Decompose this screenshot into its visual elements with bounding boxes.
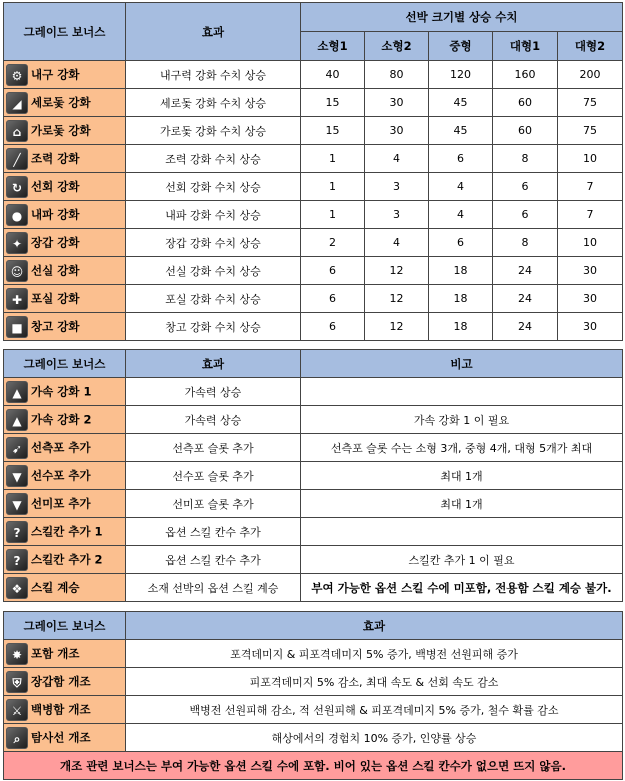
effect-header: 효과 (126, 612, 623, 640)
bonus-name-cell (4, 61, 126, 89)
size-bonus-table (3, 2, 623, 341)
refit-bonus-table (3, 611, 623, 780)
value-cell: 75 (558, 117, 623, 145)
bonus-name-cell (4, 640, 126, 668)
table-row (4, 574, 623, 602)
bonus-name: 선측포 추가 (31, 440, 91, 454)
bonus-name: 세로돛 강화 (31, 95, 91, 109)
oar-icon: ╱ (6, 148, 28, 170)
speed-up-2-icon: ▲ (6, 409, 28, 431)
bonus-name: 선미포 추가 (31, 496, 91, 510)
effect-cell: 옵션 스킬 칸수 추가 (126, 518, 301, 546)
boarding-ship-icon: ⚔ (6, 699, 28, 721)
remark-cell: 선측포 슬롯 수는 소형 3개, 중형 4개, 대형 5개가 최대 (301, 434, 623, 462)
effect-cell: 조력 강화 수치 상승 (126, 145, 301, 173)
bonus-name-cell (4, 696, 126, 724)
bonus-name: 탐사선 개조 (31, 730, 91, 744)
bonus-header: 그레이드 보너스 (4, 612, 126, 640)
bow-gun-icon: ▼ (6, 465, 28, 487)
value-cell: 3 (365, 201, 429, 229)
value-cell: 12 (365, 285, 429, 313)
crew-room-icon: ☺ (6, 260, 28, 282)
bonus-name-cell (4, 201, 126, 229)
value-cell: 24 (493, 257, 558, 285)
value-cell: 4 (365, 145, 429, 173)
value-cell: 18 (429, 257, 493, 285)
effect-cell: 포실 강화 수치 상승 (126, 285, 301, 313)
skill-inherit-icon: ❖ (6, 577, 28, 599)
bonus-name: 창고 강화 (31, 319, 80, 333)
value-cell: 3 (365, 173, 429, 201)
refit-note: 개조 관련 보너스는 부여 가능한 옵션 스킬 수에 포함. 비어 있는 옵션 스킬 칸수가 없으면 뜨지 않음. (4, 752, 623, 780)
value-cell: 12 (365, 257, 429, 285)
bonus-name-cell (4, 378, 126, 406)
bonus-name-cell (4, 173, 126, 201)
bonus-name-cell (4, 462, 126, 490)
table-row (4, 518, 623, 546)
effect-cell: 가속력 상승 (126, 406, 301, 434)
value-cell: 6 (429, 145, 493, 173)
remark-cell: 최대 1개 (301, 462, 623, 490)
bonus-name: 포함 개조 (31, 646, 80, 660)
bonus-name: 선실 강화 (31, 263, 80, 277)
effect-cell: 선회 강화 수치 상승 (126, 173, 301, 201)
bonus-name: 포실 강화 (31, 291, 80, 305)
value-cell: 30 (558, 313, 623, 341)
bonus-name: 백병함 개조 (31, 702, 91, 716)
value-cell: 30 (558, 257, 623, 285)
lateen-sail-icon: ⌂ (6, 120, 28, 142)
value-cell: 6 (301, 285, 365, 313)
effect-cell: 피포격데미지 5% 감소, 최대 속도 & 선회 속도 감소 (126, 668, 623, 696)
value-cell: 1 (301, 201, 365, 229)
bonus-name-cell (4, 518, 126, 546)
remark-cell (301, 378, 623, 406)
effect-cell: 선실 강화 수치 상승 (126, 257, 301, 285)
value-cell: 200 (558, 61, 623, 89)
value-cell: 30 (365, 89, 429, 117)
effect-cell: 해상에서의 경험치 10% 증가, 인양률 상승 (126, 724, 623, 752)
value-cell: 30 (365, 117, 429, 145)
effect-cell: 내파 강화 수치 상승 (126, 201, 301, 229)
square-sail-icon: ◢ (6, 92, 28, 114)
table-row (4, 61, 623, 89)
value-cell: 4 (429, 173, 493, 201)
bonus-name: 스킬칸 추가 2 (31, 552, 103, 566)
gunship-icon: ✸ (6, 643, 28, 665)
effect-cell: 선수포 슬롯 추가 (126, 462, 301, 490)
effect-cell: 세로돛 강화 수치 상승 (126, 89, 301, 117)
bonus-name-cell (4, 546, 126, 574)
remark-cell: 스킬칸 추가 1 이 필요 (301, 546, 623, 574)
table-row (4, 145, 623, 173)
table-row (4, 406, 623, 434)
effect-cell: 포격데미지 & 피포격데미지 5% 증가, 백병전 선원피해 증가 (126, 640, 623, 668)
value-cell: 160 (493, 61, 558, 89)
exploration-ship-icon: ⌕ (6, 727, 28, 749)
effect-cell: 선미포 슬롯 추가 (126, 490, 301, 518)
value-cell: 6 (301, 257, 365, 285)
table-row (4, 313, 623, 341)
effect-cell: 백병전 선원피해 감소, 적 선원피해 & 피포격데미지 5% 증가, 철수 확률 감소 (126, 696, 623, 724)
effect-cell: 내구력 강화 수치 상승 (126, 61, 301, 89)
durability-icon: ⚙ (6, 64, 28, 86)
value-cell: 45 (429, 89, 493, 117)
value-cell: 8 (493, 145, 558, 173)
value-cell: 75 (558, 89, 623, 117)
value-cell: 30 (558, 285, 623, 313)
value-cell: 24 (493, 285, 558, 313)
bonus-header: 그레이드 보너스 (4, 3, 126, 61)
effect-cell: 소재 선박의 옵션 스킬 계승 (126, 574, 301, 602)
size-header-medium: 중형 (429, 32, 493, 61)
value-cell: 60 (493, 117, 558, 145)
question-icon: ? (6, 549, 28, 571)
table-row (4, 462, 623, 490)
table-row (4, 117, 623, 145)
size-header-large2: 대형2 (558, 32, 623, 61)
bonus-name-cell (4, 145, 126, 173)
turning-icon: ↻ (6, 176, 28, 198)
value-cell: 1 (301, 173, 365, 201)
bonus-name: 가로돛 강화 (31, 123, 91, 137)
effect-cell: 옵션 스킬 칸수 추가 (126, 546, 301, 574)
bonus-name-cell (4, 668, 126, 696)
speed-up-1-icon: ▲ (6, 381, 28, 403)
value-cell: 6 (301, 313, 365, 341)
bonus-name-cell (4, 117, 126, 145)
value-cell: 10 (558, 145, 623, 173)
table-row (4, 724, 623, 752)
value-cell: 7 (558, 173, 623, 201)
armored-ship-icon: ⛨ (6, 671, 28, 693)
value-cell: 7 (558, 201, 623, 229)
bonus-name-cell (4, 285, 126, 313)
table-row (4, 257, 623, 285)
bonus-name-cell (4, 574, 126, 602)
value-cell: 10 (558, 229, 623, 257)
armor-icon: ✦ (6, 232, 28, 254)
remark-cell (301, 518, 623, 546)
effect-cell: 가속력 상승 (126, 378, 301, 406)
size-header-small2: 소형2 (365, 32, 429, 61)
remark-cell: 최대 1개 (301, 490, 623, 518)
wave-resistance-icon: ● (6, 204, 28, 226)
remark-header: 비고 (301, 350, 623, 378)
effect-cell: 장갑 강화 수치 상승 (126, 229, 301, 257)
bonus-name-cell (4, 490, 126, 518)
bow-cannon-icon: ➹ (6, 437, 28, 459)
size-group-header: 선박 크기별 상승 수치 (301, 3, 623, 32)
special-bonus-table (3, 349, 623, 602)
bonus-name-cell (4, 724, 126, 752)
bonus-header: 그레이드 보너스 (4, 350, 126, 378)
table-row (4, 640, 623, 668)
table-row (4, 89, 623, 117)
table-row (4, 490, 623, 518)
table-row (4, 378, 623, 406)
table-row (4, 546, 623, 574)
bonus-name-cell (4, 229, 126, 257)
value-cell: 24 (493, 313, 558, 341)
value-cell: 2 (301, 229, 365, 257)
bonus-name: 내구 강화 (31, 67, 80, 81)
bonus-name-cell (4, 89, 126, 117)
value-cell: 60 (493, 89, 558, 117)
bonus-name: 스킬 계승 (31, 580, 80, 594)
table-row (4, 434, 623, 462)
question-icon: ? (6, 521, 28, 543)
bonus-name: 가속 강화 2 (31, 412, 92, 426)
value-cell: 45 (429, 117, 493, 145)
table-row (4, 229, 623, 257)
cannon-room-icon: ✚ (6, 288, 28, 310)
value-cell: 6 (493, 173, 558, 201)
value-cell: 40 (301, 61, 365, 89)
bonus-name-cell (4, 434, 126, 462)
size-header-large1: 대형1 (493, 32, 558, 61)
value-cell: 8 (493, 229, 558, 257)
value-cell: 12 (365, 313, 429, 341)
bonus-name-cell (4, 313, 126, 341)
bonus-name: 조력 강화 (31, 151, 80, 165)
value-cell: 15 (301, 117, 365, 145)
table-row (4, 668, 623, 696)
value-cell: 18 (429, 313, 493, 341)
table-row (4, 201, 623, 229)
effect-cell: 가로돛 강화 수치 상승 (126, 117, 301, 145)
table-row (4, 696, 623, 724)
cargo-hold-icon: ■ (6, 316, 28, 338)
effect-cell: 선측포 슬롯 추가 (126, 434, 301, 462)
value-cell: 4 (429, 201, 493, 229)
remark-cell: 부여 가능한 옵션 스킬 수에 미포함, 전용함 스킬 계승 불가. (301, 574, 623, 602)
bonus-name: 내파 강화 (31, 207, 80, 221)
value-cell: 6 (493, 201, 558, 229)
value-cell: 1 (301, 145, 365, 173)
value-cell: 6 (429, 229, 493, 257)
value-cell: 15 (301, 89, 365, 117)
bonus-name: 장갑 강화 (31, 235, 80, 249)
bonus-name: 선수포 추가 (31, 468, 91, 482)
effect-cell: 창고 강화 수치 상승 (126, 313, 301, 341)
value-cell: 80 (365, 61, 429, 89)
bonus-name: 스킬칸 추가 1 (31, 524, 103, 538)
value-cell: 4 (365, 229, 429, 257)
bonus-name-cell (4, 257, 126, 285)
effect-header: 효과 (126, 350, 301, 378)
table-row (4, 173, 623, 201)
stern-gun-icon: ▼ (6, 493, 28, 515)
value-cell: 18 (429, 285, 493, 313)
remark-cell: 가속 강화 1 이 필요 (301, 406, 623, 434)
size-header-small1: 소형1 (301, 32, 365, 61)
table-row (4, 285, 623, 313)
bonus-name: 가속 강화 1 (31, 384, 92, 398)
bonus-name: 선회 강화 (31, 179, 80, 193)
effect-header: 효과 (126, 3, 301, 61)
bonus-name: 장갑함 개조 (31, 674, 91, 688)
bonus-name-cell (4, 406, 126, 434)
value-cell: 120 (429, 61, 493, 89)
